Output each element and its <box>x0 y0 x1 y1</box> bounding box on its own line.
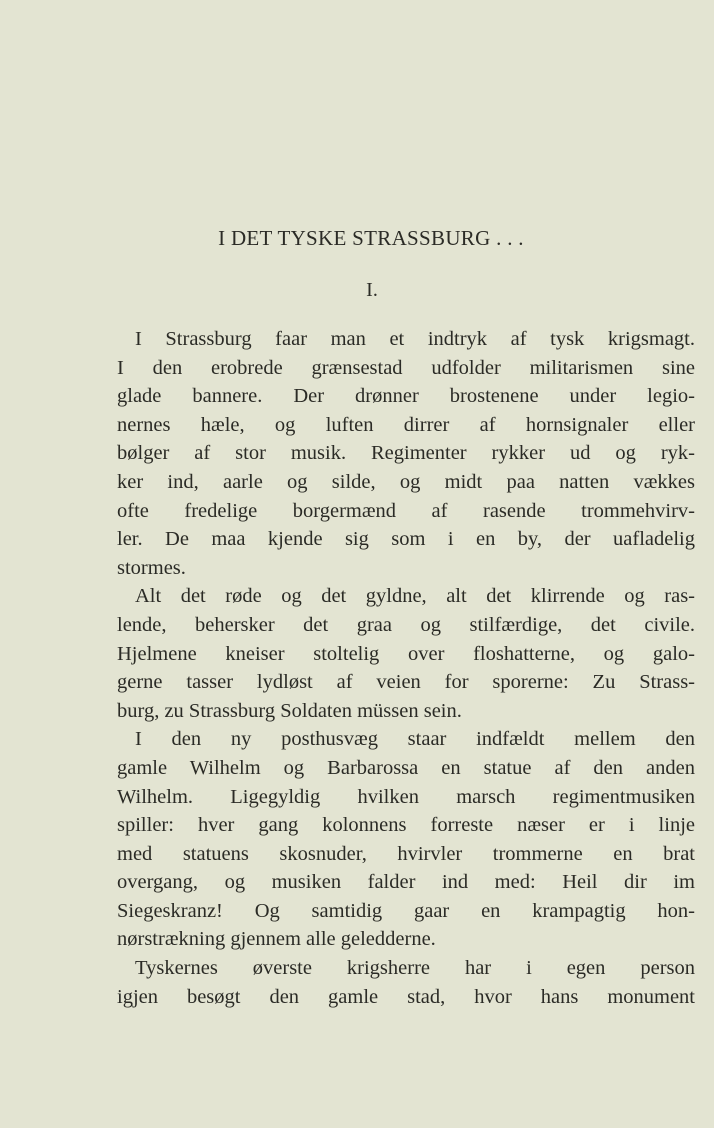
text-line: I Strassburg faar man et indtryk af tysk krigsmagt. <box>135 328 695 350</box>
text-line: bølger af stor musik. Regimenter rykker ud og ryk- <box>117 442 695 465</box>
text-line: I den erobrede grænsestad udfolder militarismen sine <box>117 356 695 379</box>
chapter-title: I DET TYSKE STRASSBURG . . . <box>218 226 524 250</box>
paragraph <box>117 725 695 954</box>
body-text <box>117 325 695 1011</box>
text-line: ker ind, aarle og silde, og midt paa natten vækkes <box>117 470 695 493</box>
text-line: Alt det røde og det gyldne, alt det klirrende og ras- <box>135 585 695 608</box>
text-line: nernes hæle, og luften dirrer af hornsignaler eller <box>117 413 695 436</box>
text-line: gamle Wilhelm og Barbarossa en statue af den anden <box>117 756 695 779</box>
text-line: lende, behersker det graa og stilfærdige, det civile. <box>117 613 695 636</box>
text-line: stormes. <box>117 556 186 579</box>
text-line: igjen besøgt den gamle stad, hvor hans monument <box>117 985 695 1008</box>
text-line: Tyskernes øverste krigsherre har i egen person <box>135 957 695 980</box>
section-number: I. <box>366 279 378 301</box>
text-line: gerne tasser lydløst af veien for sporerne: Zu Strass- <box>117 671 695 694</box>
text-line: ofte fredelige borgermænd af rasende trommehvirv- <box>117 499 695 522</box>
text-line: glade bannere. Der drønner brostenene under legio- <box>117 385 695 408</box>
text-line: Siegeskranz! Og samtidig gaar en krampagtig hon- <box>117 899 695 922</box>
text-line: spiller: hver gang kolonnens forreste næser er i linje <box>117 814 695 837</box>
text-line: burg, zu Strassburg Soldaten müssen sein. <box>117 699 462 722</box>
text-line: ler. De maa kjende sig som i en by, der uafladelig <box>117 528 695 551</box>
paragraph <box>117 954 695 1011</box>
text-line: Wilhelm. Ligegyldig hvilken marsch regimentmusiken <box>117 785 695 808</box>
text-line: nørstrækning gjennem alle geledderne. <box>117 928 436 951</box>
text-line: overgang, og musiken falder ind med: Heil dir im <box>117 871 695 894</box>
text-line: Hjelmene kneiser stoltelig over floshatterne, og galo- <box>117 642 695 665</box>
text-line: I den ny posthusvæg staar indfældt mellem den <box>135 728 695 751</box>
text-line: med statuens skosnuder, hvirvler trommerne en brat <box>117 842 695 865</box>
paragraph <box>117 582 695 725</box>
paragraph <box>117 325 695 582</box>
